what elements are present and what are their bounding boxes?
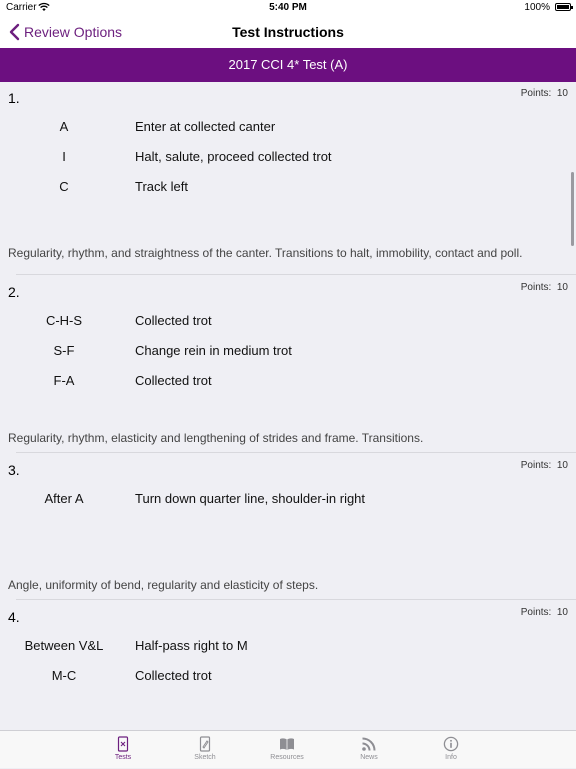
movement-row — [0, 343, 576, 363]
points-label: Points: 10 — [520, 88, 568, 99]
movement-description: Collected trot — [135, 313, 212, 328]
battery-icon — [555, 3, 571, 11]
points-label: Points: 10 — [520, 607, 568, 618]
battery-percent: 100% — [524, 2, 550, 13]
back-button-label: Review Options — [24, 24, 123, 40]
test-title-banner: 2017 CCI 4* Test (A) — [0, 48, 576, 82]
section-number: 4. — [8, 609, 20, 625]
points-label: Points: 10 — [520, 282, 568, 293]
movement-row — [0, 491, 576, 511]
tab-label: Tests — [114, 754, 132, 761]
movement-row — [0, 638, 576, 658]
navigation-bar — [0, 16, 576, 48]
tests-icon — [115, 736, 131, 752]
movement-description: Half-pass right to M — [135, 638, 248, 653]
movement-letter: F-A — [53, 373, 75, 388]
page-title: Test Instructions — [232, 24, 344, 40]
sketch-icon — [197, 736, 213, 752]
movement-description: Turn down quarter line, shoulder-in right — [135, 491, 366, 506]
movement-row — [0, 668, 576, 688]
section-number: 2. — [8, 284, 20, 300]
book-icon — [279, 736, 295, 752]
tab-news[interactable] — [328, 731, 410, 769]
status-bar — [0, 0, 576, 16]
movement-row — [0, 149, 576, 169]
points-label: Points: 10 — [520, 460, 568, 471]
section-number: 3. — [8, 462, 20, 478]
tab-bar — [0, 730, 576, 768]
movement-section-2 — [0, 275, 576, 452]
movement-description: Collected trot — [135, 373, 212, 388]
movement-letter: I — [62, 149, 66, 164]
info-icon — [443, 736, 459, 752]
movement-letter: M-C — [51, 668, 77, 683]
vertical-scrollbar[interactable] — [571, 172, 574, 246]
movement-row — [0, 373, 576, 393]
movement-description: Collected trot — [135, 668, 212, 683]
movement-description: Enter at collected canter — [135, 119, 276, 134]
tab-tests[interactable] — [82, 731, 164, 769]
status-time: 5:40 PM — [269, 2, 307, 13]
movement-description: Track left — [135, 179, 188, 194]
tab-sketch[interactable] — [164, 731, 246, 769]
movement-row — [0, 119, 576, 139]
movement-section-3 — [0, 453, 576, 599]
movement-row — [0, 179, 576, 199]
tab-label: Info — [445, 754, 457, 761]
movement-section-1 — [0, 82, 576, 274]
judging-criteria: Regularity, rhythm, and straightness of the canter. Transitions to halt, immobility, contact and poll. — [8, 246, 523, 260]
movement-letter: C-H-S — [45, 313, 83, 328]
judging-criteria: Regularity, rhythm, elasticity and lengthening of strides and frame. Transitions. — [8, 431, 424, 445]
carrier-label: Carrier — [6, 2, 37, 13]
movement-description: Change rein in medium trot — [135, 343, 292, 358]
movement-letter: C — [59, 179, 69, 194]
tab-label: Sketch — [194, 754, 216, 761]
tab-label: Resources — [270, 754, 304, 761]
tab-label: News — [360, 754, 378, 761]
movement-letter: After A — [44, 491, 84, 506]
movement-description: Halt, salute, proceed collected trot — [135, 149, 332, 164]
test-instructions-list[interactable] — [0, 82, 576, 730]
movement-letter: A — [59, 119, 69, 134]
movement-row — [0, 313, 576, 333]
movement-letter: Between V&L — [24, 638, 104, 653]
rss-icon — [361, 736, 377, 752]
movement-section-4 — [0, 600, 576, 730]
tab-info[interactable] — [410, 731, 492, 769]
judging-criteria: Angle, uniformity of bend, regularity and elasticity of steps. — [8, 578, 319, 592]
tab-resources[interactable] — [246, 731, 328, 769]
section-number: 1. — [8, 90, 20, 106]
movement-letter: S-F — [53, 343, 75, 358]
